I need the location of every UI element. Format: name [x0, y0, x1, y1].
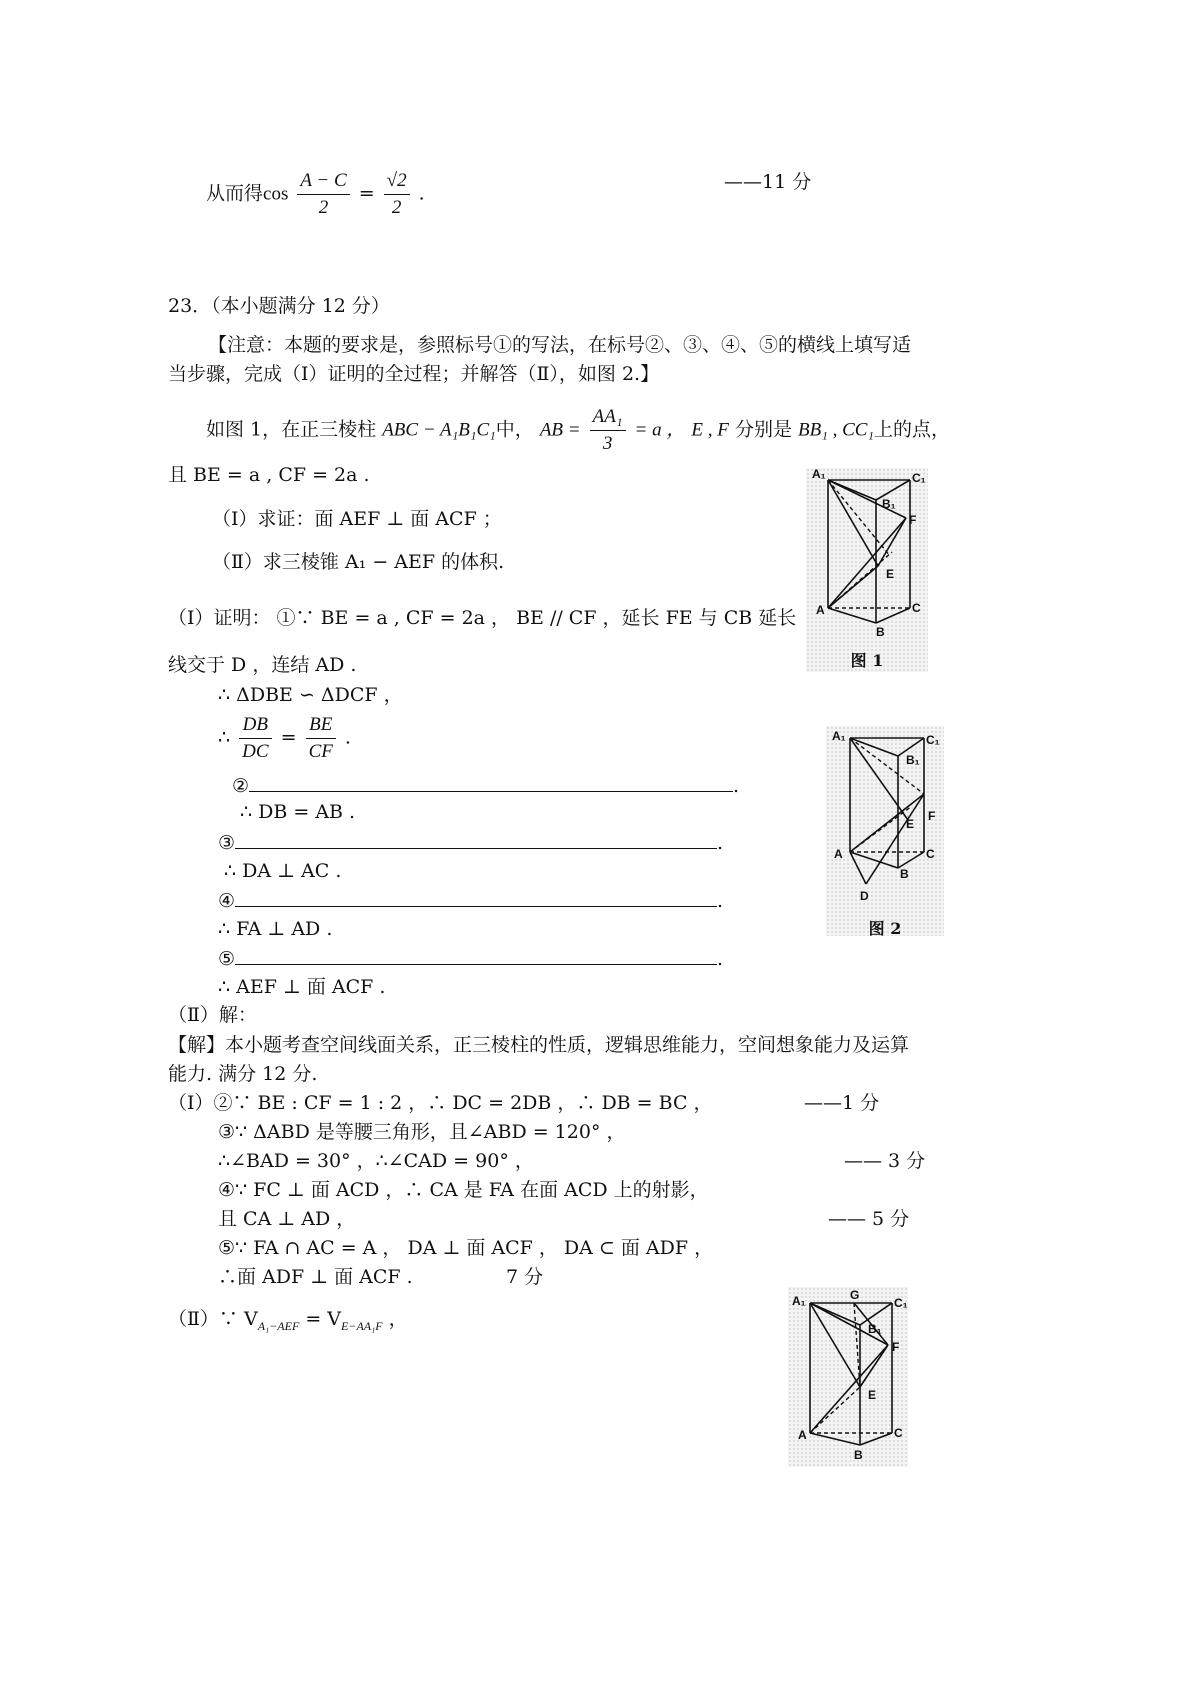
proof-line: ∴ FA ⊥ AD .	[218, 918, 333, 940]
figure-2-caption: 图 2	[868, 919, 902, 938]
solution-step: 且 CA ⊥ AD ，	[218, 1208, 356, 1230]
label-A: A	[798, 1428, 807, 1442]
figure-1	[806, 468, 928, 672]
label-A: A	[816, 603, 825, 617]
score-label: —— 5 分	[828, 1208, 910, 1230]
proof-line: ∴ ΔDBE ∽ ΔDCF ，	[218, 684, 403, 706]
proof-line: ∴ DA ⊥ AC .	[224, 860, 342, 882]
label-A: A	[834, 847, 843, 861]
proof-ratio-line: ∴ $\frac{DB}{DC}$ = $\frac{BE}{CF}$ .	[218, 712, 351, 765]
label-D: D	[860, 889, 869, 903]
score-label: ——11 分	[724, 171, 812, 193]
proof-line: ∴ DB = AB .	[240, 801, 356, 823]
solution-step: ④∵ FC ⊥ 面 ACD ，∴ CA 是 FA 在面 ACD 上的射影，	[218, 1179, 709, 1201]
solution-step: ⑤∵ FA ∩ AC = A ， DA ⊥ 面 ACF ， DA ⊂ 面 ADF ，	[218, 1237, 714, 1259]
label-F: F	[909, 513, 917, 527]
fill-in-blank[interactable]	[235, 830, 717, 849]
fraction: $\frac{DB}{DC}$	[239, 712, 271, 765]
figure-1-caption: 图 1	[850, 651, 884, 670]
stem-line: 如图 1，在正三棱柱 ABC − A₁B₁C₁中， AB = $\frac{\text{AA₁}}{3}$ = a ， E , F 分别是 BB₁ , CC₁上的点，	[206, 404, 950, 457]
prism-diagram-extended	[826, 726, 944, 936]
score-label: ——1 分	[804, 1092, 880, 1114]
label-C1: C₁	[894, 1296, 908, 1310]
proof-line: ∴ AEF ⊥ 面 ACF .	[218, 976, 386, 998]
label-E: E	[868, 1388, 877, 1402]
solution-step: ③∵ ΔABD 是等腰三角形，且∠ABD = 120° ，	[218, 1121, 626, 1143]
proof-line: （Ⅰ）证明： ①∵ BE = a , CF = 2a ， BE // CF ，延长 FE 与 CB 延长	[168, 607, 797, 629]
prism-diagram	[806, 468, 928, 672]
label-E: E	[906, 817, 915, 831]
part-2: （Ⅱ）求三棱锥 A₁ − AEF 的体积.	[212, 551, 505, 573]
fill-in-blank[interactable]	[249, 773, 733, 792]
cos-result-line: 从而得cos $\frac{A - C}{2}$ = $\frac{√2}{2}$ .	[206, 168, 425, 221]
label-C: C	[894, 1426, 903, 1440]
solution-step: ∴∠BAD = 30° ，∴∠CAD = 90° ，	[218, 1150, 534, 1172]
label-B1: B₁	[882, 497, 896, 511]
solution-step: ∴面 ADF ⊥ 面 ACF .	[218, 1266, 413, 1288]
part-1: （Ⅰ）求证：面 AEF ⊥ 面 ACF ；	[212, 508, 502, 530]
fill-in-blank[interactable]	[235, 946, 717, 965]
note-line: 【注意：本题的要求是，参照标号①的写法，在标号②、③、④、⑤的横线上填写适	[208, 334, 912, 356]
solution-intro: 能力. 满分 12 分.	[168, 1063, 318, 1085]
label-G: G	[850, 1288, 860, 1302]
label-B1: B₁	[906, 753, 920, 767]
proof-line: 线交于 D ，连结 AD .	[168, 654, 357, 676]
fraction: $\frac{√2}{2}$	[384, 168, 410, 221]
label-B1: B₁	[868, 1322, 882, 1336]
figure-3	[788, 1287, 908, 1467]
blank-step-5: ⑤ .	[218, 948, 724, 970]
label-C1: C₁	[912, 471, 926, 485]
label-A1: A₁	[812, 468, 826, 481]
note-line: 当步骤，完成（Ⅰ）证明的全过程；并解答（Ⅱ），如图 2.】	[168, 363, 660, 385]
blank-step-4: ④ .	[218, 890, 724, 912]
blank-step-2: ② .	[232, 775, 740, 797]
label-F: F	[928, 809, 936, 823]
solution-intro: 【解】本小题考查空间线面关系，正三棱柱的性质，逻辑思维能力，空间想象能力及运算	[168, 1034, 910, 1056]
solution-step: （Ⅰ）②∵ BE : CF = 1 : 2 ，∴ DC = 2DB ，∴ DB = BC ，	[168, 1092, 713, 1114]
label-C: C	[926, 847, 935, 861]
blank-step-3: ③ .	[218, 832, 724, 854]
label-C: C	[912, 601, 921, 615]
fill-in-blank[interactable]	[235, 888, 717, 907]
question-title: 23．（本小题满分 12 分）	[168, 295, 390, 317]
fraction: $\frac{BE}{CF}$	[306, 712, 336, 765]
score-label: 7 分	[506, 1266, 544, 1288]
label-F: F	[892, 1340, 900, 1354]
label-C1: C₁	[926, 733, 940, 747]
fraction: $\frac{A - C}{2}$	[297, 168, 349, 221]
stem-line: 且 BE = a , CF = 2a .	[168, 464, 370, 486]
fraction: $\frac{\text{AA₁}}{3}$	[590, 404, 626, 457]
prism-diagram-volume	[788, 1287, 908, 1467]
score-label: —— 3 分	[844, 1150, 926, 1172]
figure-2	[826, 726, 944, 936]
label-B: B	[854, 1448, 863, 1462]
label-B: B	[900, 867, 909, 881]
label-A1: A₁	[792, 1294, 806, 1308]
volume-line: （Ⅱ）∵ $V_{A_1-AEF} = V_{E-AA_1F}$ ，	[168, 1308, 408, 1333]
label-A1: A₁	[832, 729, 846, 743]
label-B: B	[876, 625, 885, 639]
label-E: E	[886, 567, 895, 581]
solution-label: （Ⅱ）解：	[168, 1004, 257, 1026]
